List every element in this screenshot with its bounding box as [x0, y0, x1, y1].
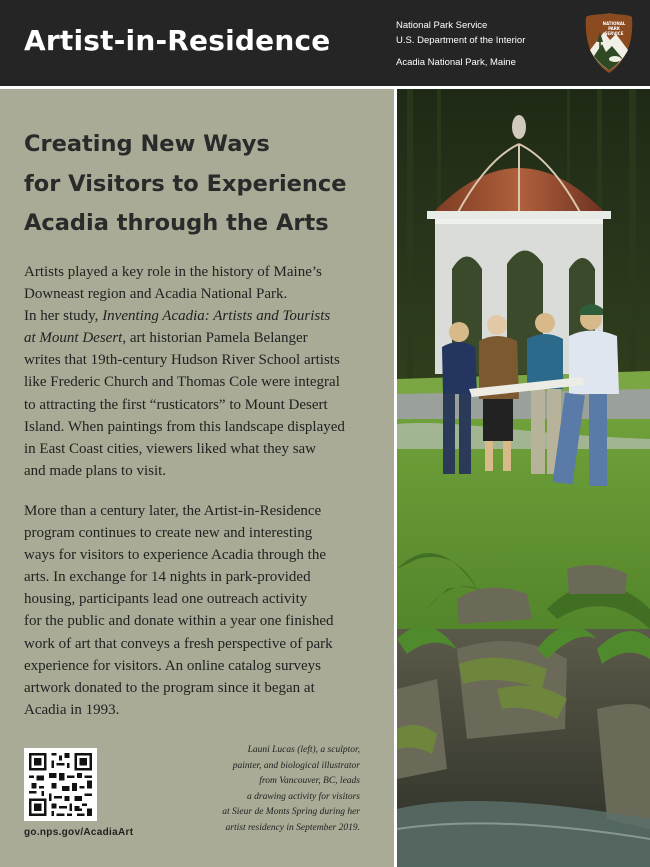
caption-line: a drawing activity for visitors: [247, 791, 360, 802]
book-title-cont: at Mount Desert: [24, 330, 123, 347]
text-line: program continues to create new and interesting: [24, 525, 313, 542]
text-line: writes that 19th-century Hudson River School artists: [24, 352, 340, 369]
text-line: Downeast region and Acadia National Park.: [24, 286, 288, 303]
nps-arrowhead-logo: [584, 12, 634, 74]
photo-caption: [160, 743, 360, 837]
agency-name: National Park Service: [396, 20, 488, 31]
text-line: arts. In exchange for 14 nights in park-provided: [24, 569, 311, 586]
caption-line: from Vancouver, BC, leads: [259, 776, 360, 787]
caption-line: at Sieur de Monts Spring during her: [222, 807, 360, 818]
headline-line: Creating New Ways: [24, 131, 270, 157]
text-line: Artists played a key role in the history of Maine’s: [24, 264, 322, 280]
text-line: ways for visitors to experience Acadia through the: [24, 547, 326, 564]
text-line: More than a century later, the Artist-in-Residence: [24, 503, 322, 519]
park-name: Acadia National Park, Maine: [396, 57, 516, 68]
text-line: work of art that conveys a fresh perspective of park: [24, 635, 333, 652]
headline-line: Acadia through the Arts: [24, 210, 329, 236]
program-paragraph: [24, 500, 384, 721]
headline: [24, 125, 384, 244]
text-line: housing, participants lead one outreach activity: [24, 591, 308, 608]
program-url[interactable]: go.nps.gov/AcadiaArt: [24, 827, 134, 838]
text-line: artwork donated to the program since it began at: [24, 679, 315, 696]
svg-text:SERVICE: SERVICE: [604, 31, 624, 36]
caption-line: painter, and biological illustrator: [232, 760, 360, 771]
text-line: to attracting the first “rusticators” to Mount Desert: [24, 396, 328, 413]
svg-text:PARK: PARK: [608, 26, 620, 31]
text-line: at Mount Desert, art historian Pamela Belanger: [24, 330, 308, 347]
text-line: experience for visitors. An online catalog surveys: [24, 657, 321, 674]
text-panel: [0, 86, 394, 867]
book-title: Inventing Acadia: Artists and Tourists: [102, 308, 331, 325]
text-line: In her study, Inventing Acadia: Artists and Tourists: [24, 308, 331, 325]
text-line: Island. When paintings from this landscape displayed: [24, 418, 345, 435]
text-line: for the public and donate within a year one finished: [24, 613, 334, 630]
qr-code[interactable]: [24, 748, 97, 821]
text-line: Acadia in 1993.: [24, 701, 120, 718]
header-bar: [0, 0, 650, 86]
svg-text:NATIONAL: NATIONAL: [602, 21, 626, 26]
history-paragraph: [24, 261, 384, 482]
page-title: Artist-in-Residence: [24, 24, 331, 57]
caption-line: artist residency in September 2019.: [225, 822, 360, 833]
caption-line: Launi Lucas (left), a sculptor,: [247, 745, 360, 755]
headline-line: for Visitors to Experience: [24, 170, 347, 197]
agency-block: [396, 18, 525, 70]
sieur-de-monts-photo: [397, 89, 650, 867]
text-line: like Frederic Church and Thomas Cole were integral: [24, 374, 340, 391]
text-line: and made plans to visit.: [24, 462, 167, 479]
department-name: U.S. Department of the Interior: [396, 35, 526, 46]
text-line: in East Coast cities, viewers liked what they saw: [24, 440, 317, 457]
